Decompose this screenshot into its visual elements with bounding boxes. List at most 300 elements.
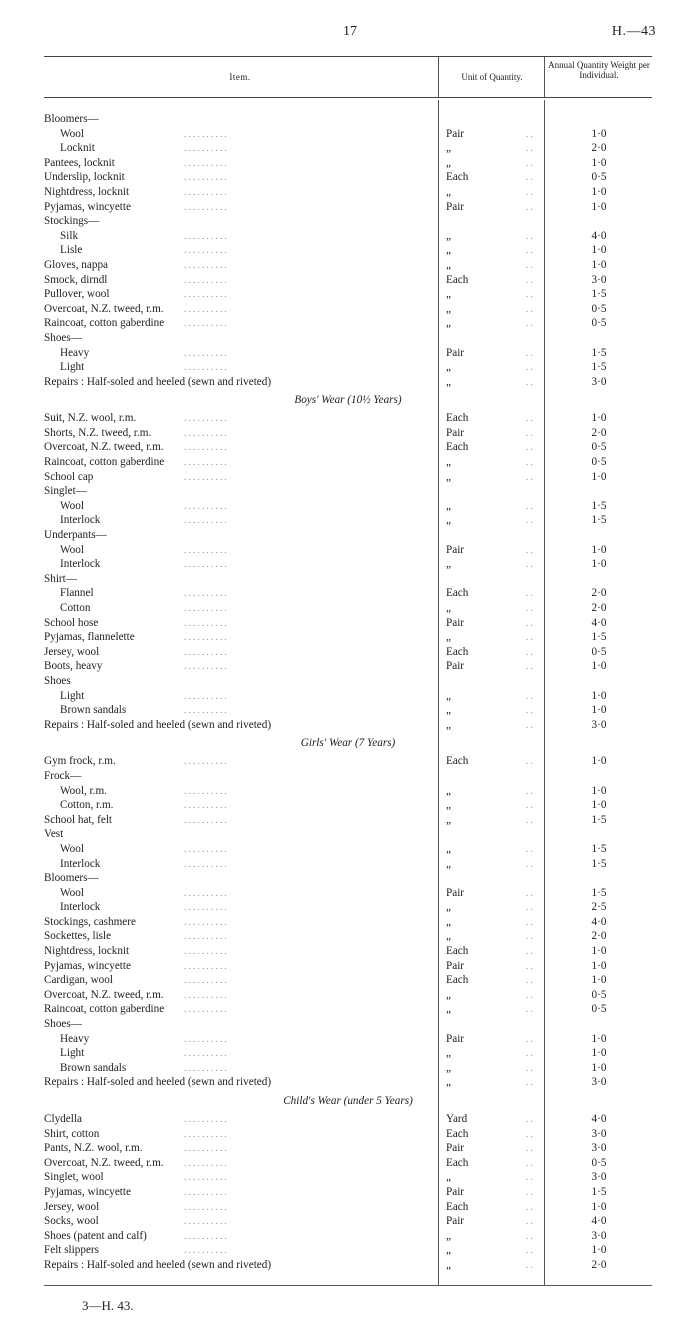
table-row [44, 689, 652, 704]
table-row [44, 784, 652, 799]
leader-dots: . . . . . . . . . . [184, 259, 227, 270]
item-name: Interlock [60, 514, 101, 527]
item-name: Wool [60, 886, 84, 899]
unit-cell: „ [446, 558, 451, 571]
unit-cell: Each [446, 1156, 469, 1169]
table-row [44, 557, 652, 572]
quantity-cell: 4·0 [591, 616, 607, 629]
unit-cell: Each [446, 587, 469, 600]
item-name: Wool, r.m. [60, 784, 107, 797]
item-name: Shoes— [44, 1018, 82, 1031]
item-name: Nightdress, locknit [44, 945, 130, 958]
leader-dots: . . [526, 814, 533, 825]
table-row [44, 1061, 652, 1076]
unit-cell: Each [446, 974, 469, 987]
quantity-cell: 1·0 [591, 799, 607, 812]
bottom-rule [44, 1285, 652, 1286]
quantity-cell: 1·5 [591, 346, 607, 359]
quantity-cell: 2·0 [591, 930, 607, 943]
leader-dots: . . . . . . . . . . [184, 157, 227, 168]
table-row [44, 703, 652, 718]
item-name: Heavy [60, 346, 90, 359]
leader-dots: . . [526, 975, 533, 986]
leader-dots: . . [526, 128, 533, 139]
item-name: Repairs : Half-soled and heeled (sewn and riveted) [44, 375, 272, 388]
leader-dots: . . . . . . . . . . [184, 975, 227, 986]
leader-dots: . . [526, 705, 533, 716]
item-name: Wool [60, 543, 84, 556]
unit-cell: „ [446, 1047, 451, 1060]
leader-dots: . . . . . . . . . . [184, 858, 227, 869]
unit-cell: „ [446, 361, 451, 374]
leader-dots: . . [526, 1230, 533, 1241]
quantity-cell: 3·0 [591, 1171, 607, 1184]
quantity-cell: 1·0 [591, 543, 607, 556]
unit-cell: „ [446, 185, 451, 198]
leader-dots: . . [526, 1245, 533, 1256]
leader-dots: . . [526, 172, 533, 183]
leader-dots: . . . . . . . . . . [184, 274, 227, 285]
quantity-cell: 3·0 [591, 1229, 607, 1242]
item-name: Shirt— [44, 572, 77, 585]
table-row [44, 1214, 652, 1229]
leader-dots: . . . . . . . . . . [184, 887, 227, 898]
item-name: Jersey, wool [44, 1200, 100, 1213]
leader-dots: . . [526, 413, 533, 424]
unit-cell: Each [446, 273, 469, 286]
section-title-text: Boys' Wear (10½ Years) [294, 394, 402, 407]
item-name: Heavy [60, 1032, 90, 1045]
table-row [44, 944, 652, 959]
leader-dots: . . [526, 347, 533, 358]
item-name: Shoes— [44, 331, 82, 344]
item-name: School hat, felt [44, 813, 113, 826]
unit-cell: Pair [446, 127, 465, 140]
unit-cell: „ [446, 1076, 451, 1089]
item-name: Repairs : Half-soled and heeled (sewn and riveted) [44, 1076, 272, 1089]
header-quantity: Annual Quantity Weight per Individual. [548, 60, 650, 80]
table-row [44, 645, 652, 660]
quantity-cell: 1·5 [591, 813, 607, 826]
item-name: Socks, wool [44, 1215, 99, 1228]
leader-dots: . . [526, 1143, 533, 1154]
quantity-cell: 1·0 [591, 412, 607, 425]
table-row [44, 170, 652, 185]
leader-dots: . . [526, 719, 533, 730]
item-name: Wool [60, 842, 84, 855]
item-name: School cap [44, 470, 94, 483]
table-row [44, 674, 652, 689]
quantity-cell: 1·5 [591, 631, 607, 644]
item-name: Raincoat, cotton gaberdine [44, 317, 165, 330]
leader-dots: . . [526, 1048, 533, 1059]
item-name: Cotton, r.m. [60, 799, 114, 812]
item-name: Pantees, locknit [44, 156, 115, 169]
leader-dots: . . [526, 1259, 533, 1270]
leader-dots: . . . . . . . . . . [184, 143, 227, 154]
quantity-cell: 1·5 [591, 842, 607, 855]
item-name: Locknit [60, 142, 95, 155]
leader-dots: . . [526, 960, 533, 971]
item-name: Gym frock, r.m. [44, 755, 116, 768]
table-row [44, 959, 652, 974]
unit-cell: „ [446, 988, 451, 1001]
leader-dots: . . . . . . . . . . [184, 457, 227, 468]
unit-cell: „ [446, 156, 451, 169]
leader-dots: . . [526, 785, 533, 796]
quantity-cell: 1·5 [591, 886, 607, 899]
quantity-cell: 4·0 [591, 229, 607, 242]
quantity-cell: 1·0 [591, 945, 607, 958]
quantity-cell: 1·0 [591, 200, 607, 213]
table-row [44, 973, 652, 988]
leader-dots: . . . . . . . . . . [184, 661, 227, 672]
unit-cell: „ [446, 842, 451, 855]
item-name: Wool [60, 499, 84, 512]
unit-cell: „ [446, 288, 451, 301]
leader-dots: . . [526, 245, 533, 256]
unit-cell: „ [446, 244, 451, 257]
unit-cell: „ [446, 689, 451, 702]
unit-cell: „ [446, 499, 451, 512]
leader-dots: . . [526, 946, 533, 957]
item-name: Pyjamas, wincyette [44, 959, 131, 972]
item-name: Pyjamas, wincyette [44, 200, 131, 213]
leader-dots: . . . . . . . . . . [184, 617, 227, 628]
item-name: Light [60, 361, 85, 374]
table-row [44, 185, 652, 200]
unit-cell: Yard [446, 1113, 468, 1125]
leader-dots: . . . . . . . . . . [184, 705, 227, 716]
item-name: Silk [60, 229, 79, 242]
table-row [44, 273, 652, 288]
item-name: Light [60, 1047, 85, 1060]
section-title [44, 1090, 652, 1112]
unit-cell: „ [446, 1244, 451, 1257]
leader-dots: . . . . . . . . . . [184, 347, 227, 358]
leader-dots: . . [526, 1114, 533, 1124]
leader-dots: . . [526, 661, 533, 672]
leader-dots: . . [526, 603, 533, 613]
quantity-cell: 1·5 [591, 361, 607, 374]
leader-dots: . . . . . . . . . . [184, 1186, 227, 1197]
item-name: Brown sandals [60, 1061, 127, 1074]
item-name: Interlock [60, 857, 101, 870]
unit-cell: „ [446, 1258, 451, 1271]
leader-dots: . . . . . . . . . . [184, 1143, 227, 1154]
table-row [44, 287, 652, 302]
item-name: Suit, N.Z. wool, r.m. [44, 412, 137, 425]
unit-cell: Pair [446, 543, 465, 556]
table-row [44, 513, 652, 528]
item-name: Flannel [60, 587, 94, 600]
quantity-cell: 0·5 [591, 645, 607, 658]
unit-cell: Each [446, 412, 469, 425]
table-row [44, 156, 652, 171]
quantity-cell: 0·5 [591, 1156, 607, 1169]
quantity-cell: 1·0 [591, 1032, 607, 1045]
leader-dots: . . . . . . . . . . [184, 1004, 227, 1015]
item-name: Overcoat, N.Z. tweed, r.m. [44, 1156, 164, 1169]
item-name: Raincoat, cotton gaberdine [44, 1003, 165, 1016]
leader-dots: . . [526, 1157, 533, 1168]
unit-cell: „ [446, 784, 451, 797]
table-row [44, 827, 652, 842]
unit-cell: Pair [446, 616, 465, 629]
unit-cell: Pair [446, 886, 465, 899]
leader-dots: . . . . . . . . . . [184, 1157, 227, 1168]
unit-cell: Pair [446, 1032, 465, 1045]
leader-dots: . . . . . . . . . . [184, 1048, 227, 1059]
unit-cell: Pair [446, 959, 465, 972]
quantity-cell: 2·0 [591, 587, 607, 600]
header-divider [544, 57, 545, 97]
quantity-cell: 0·5 [591, 302, 607, 315]
item-name: Pyjamas, flannelette [44, 631, 135, 644]
table-row [44, 659, 652, 674]
footer-reference: 3—H. 43. [82, 1298, 134, 1313]
leader-dots: . . [526, 303, 533, 314]
unit-cell: „ [446, 514, 451, 527]
leader-dots: . . . . . . . . . . [184, 588, 227, 599]
leader-dots: . . [526, 843, 533, 854]
table-row [44, 769, 652, 784]
item-name: Bloomers— [44, 872, 99, 885]
unit-cell: „ [446, 901, 451, 914]
leader-dots: . . . . . . . . . . [184, 632, 227, 643]
table-row [44, 754, 652, 769]
leader-dots: . . . . . . . . . . [184, 814, 227, 825]
table-row [44, 243, 652, 258]
leader-dots: . . [526, 274, 533, 285]
quantity-cell: 0·5 [591, 317, 607, 330]
leader-dots: . . . . . . . . . . [184, 515, 227, 526]
leader-dots: . . . . . . . . . . [184, 960, 227, 971]
table-row [44, 229, 652, 244]
leader-dots: . . . . . . . . . . [184, 931, 227, 942]
table-row [44, 1017, 652, 1032]
leader-dots: . . . . . . . . . . [184, 471, 227, 482]
quantity-cell: 2·0 [591, 602, 607, 614]
item-name: Shoes [44, 674, 71, 687]
leader-dots: . . . . . . . . . . [184, 756, 227, 767]
item-name: Sockettes, lisle [44, 930, 112, 943]
leader-dots: . . [526, 442, 533, 453]
table-row [44, 900, 652, 915]
unit-cell: Pair [446, 1215, 465, 1228]
leader-dots: . . [526, 989, 533, 1000]
item-name: Pullover, wool [44, 288, 110, 301]
leader-dots: . . [526, 1004, 533, 1015]
header-divider [438, 57, 439, 97]
leader-dots: . . . . . . . . . . [184, 362, 227, 373]
item-name: Brown sandals [60, 704, 127, 717]
item-name: Repairs : Half-soled and heeled (sewn and riveted) [44, 718, 272, 731]
leader-dots: . . . . . . . . . . [184, 544, 227, 555]
unit-cell: „ [446, 930, 451, 943]
leader-dots: . . [526, 230, 533, 241]
leader-dots: . . [526, 143, 533, 154]
table-row [44, 842, 652, 857]
leader-dots: . . . . . . . . . . [184, 1062, 227, 1073]
leader-dots: . . . . . . . . . . [184, 902, 227, 913]
leader-dots: . . [526, 157, 533, 168]
quantity-cell: 0·5 [591, 441, 607, 454]
leader-dots: . . . . . . . . . . [184, 128, 227, 139]
leader-dots: . . [526, 559, 533, 570]
quantity-cell: 1·0 [591, 959, 607, 972]
quantity-cell: 0·5 [591, 456, 607, 469]
table-row [44, 1229, 652, 1244]
table-row [44, 1243, 652, 1258]
unit-cell: Each [446, 1200, 469, 1213]
table-row [44, 214, 652, 229]
quantity-cell: 3·0 [591, 1142, 607, 1155]
quantity-cell: 1·0 [591, 755, 607, 768]
leader-dots: . . . . . . . . . . [184, 442, 227, 453]
unit-cell: Each [446, 1127, 469, 1140]
item-name: Nightdress, locknit [44, 185, 130, 198]
table-row [44, 316, 652, 331]
leader-dots: . . . . . . . . . . [184, 559, 227, 570]
unit-cell: „ [446, 915, 451, 928]
unit-cell: „ [446, 813, 451, 826]
unit-cell: Pair [446, 346, 465, 359]
unit-cell: „ [446, 302, 451, 315]
leader-dots: . . . . . . . . . . [184, 289, 227, 300]
quantity-cell: 1·0 [591, 558, 607, 571]
table-row [44, 141, 652, 156]
table-row [44, 1112, 652, 1127]
unit-cell: „ [446, 470, 451, 483]
leader-dots: . . . . . . . . . . [184, 989, 227, 1000]
unit-cell: Pair [446, 1142, 465, 1155]
item-name: Singlet, wool [44, 1171, 104, 1184]
item-name: Vest [44, 828, 64, 841]
page-number: 17 [343, 24, 357, 39]
quantity-cell: 1·0 [591, 704, 607, 717]
quantity-cell: 1·0 [591, 244, 607, 257]
table-row [44, 1258, 652, 1273]
quantity-cell: 0·5 [591, 1003, 607, 1016]
leader-dots: . . . . . . . . . . [184, 303, 227, 314]
table-row [44, 616, 652, 631]
table-row [44, 1127, 652, 1142]
unit-cell: „ [446, 718, 451, 731]
item-name: Shoes (patent and calf) [44, 1229, 147, 1242]
leader-dots: . . . . . . . . . . [184, 1172, 227, 1183]
table-row [44, 572, 652, 587]
leader-dots: . . [526, 376, 533, 387]
header-unit: Unit of Quantity. [461, 72, 523, 82]
leader-dots: . . [526, 1186, 533, 1197]
table-row [44, 630, 652, 645]
leader-dots: . . . . . . . . . . [184, 1033, 227, 1044]
quantity-cell: 1·5 [591, 288, 607, 301]
table-row [44, 499, 652, 514]
table-row [44, 929, 652, 944]
leader-dots: . . . . . . . . . . [184, 646, 227, 657]
item-name: Interlock [60, 901, 101, 914]
unit-cell: Each [446, 755, 469, 768]
quantity-cell: 1·0 [591, 1047, 607, 1060]
leader-dots: . . [526, 902, 533, 913]
leader-dots: . . . . . . . . . . [184, 800, 227, 811]
table-row [44, 1046, 652, 1061]
quantity-cell: 2·0 [591, 426, 607, 439]
quantity-cell: 1·0 [591, 1061, 607, 1074]
item-name: Felt slippers [44, 1244, 100, 1257]
leader-dots: . . . . . . . . . . [184, 1245, 227, 1256]
unit-cell: „ [446, 799, 451, 812]
item-name: Cardigan, wool [44, 974, 113, 987]
item-name: Light [60, 689, 85, 702]
unit-cell: „ [446, 317, 451, 330]
item-name: Cotton [60, 602, 91, 614]
table-row [44, 1185, 652, 1200]
item-name: Pyjamas, wincyette [44, 1185, 131, 1198]
item-name: Overcoat, N.Z. tweed, r.m. [44, 302, 164, 315]
quantity-cell: 1·0 [591, 127, 607, 140]
table-row [44, 411, 652, 426]
leader-dots: . . [526, 617, 533, 628]
item-name: Stockings— [44, 215, 100, 228]
quantity-cell: 1·5 [591, 1185, 607, 1198]
leader-dots: . . [526, 887, 533, 898]
table-row [44, 1141, 652, 1156]
table-row [44, 440, 652, 455]
item-name: Clydella [44, 1113, 82, 1125]
quantity-cell: 1·0 [591, 660, 607, 673]
item-name: Shorts, N.Z. tweed, r.m. [44, 426, 152, 439]
leader-dots: . . . . . . . . . . [184, 1230, 227, 1241]
leader-dots: . . [526, 756, 533, 767]
item-name: Smock, dirndl [44, 273, 108, 286]
leader-dots: . . . . . . . . . . [184, 427, 227, 438]
leader-dots: . . . . . . . . . . [184, 690, 227, 701]
item-name: Wool [60, 127, 84, 140]
item-name: Frock— [44, 769, 82, 782]
unit-cell: „ [446, 1003, 451, 1016]
leader-dots: . . . . . . . . . . [184, 245, 227, 256]
quantity-cell: 1·5 [591, 857, 607, 870]
table-row [44, 346, 652, 361]
unit-cell: „ [446, 375, 451, 388]
table-row [44, 586, 652, 601]
table-row [44, 360, 652, 375]
section-title [44, 389, 652, 411]
leader-dots: . . . . . . . . . . [184, 413, 227, 424]
item-name: Underslip, locknit [44, 171, 125, 184]
leader-dots: . . . . . . . . . . [184, 916, 227, 927]
section-title-text: Child's Wear (under 5 Years) [283, 1095, 413, 1107]
quantity-cell: 3·0 [591, 1127, 607, 1140]
item-name: Singlet— [44, 485, 87, 498]
leader-dots: . . [526, 457, 533, 468]
leader-dots: . . . . . . . . . . [184, 785, 227, 796]
leader-dots: . . [526, 800, 533, 811]
leader-dots: . . . . . . . . . . [184, 500, 227, 511]
leader-dots: . . [526, 588, 533, 599]
leader-dots: . . [526, 916, 533, 927]
leader-dots: . . [526, 690, 533, 701]
quantity-cell: 2·5 [591, 901, 607, 914]
leader-dots: . . [526, 186, 533, 197]
leader-dots: . . [526, 544, 533, 555]
unit-cell: Each [446, 441, 469, 454]
unit-cell: „ [446, 229, 451, 242]
table-row [44, 915, 652, 930]
